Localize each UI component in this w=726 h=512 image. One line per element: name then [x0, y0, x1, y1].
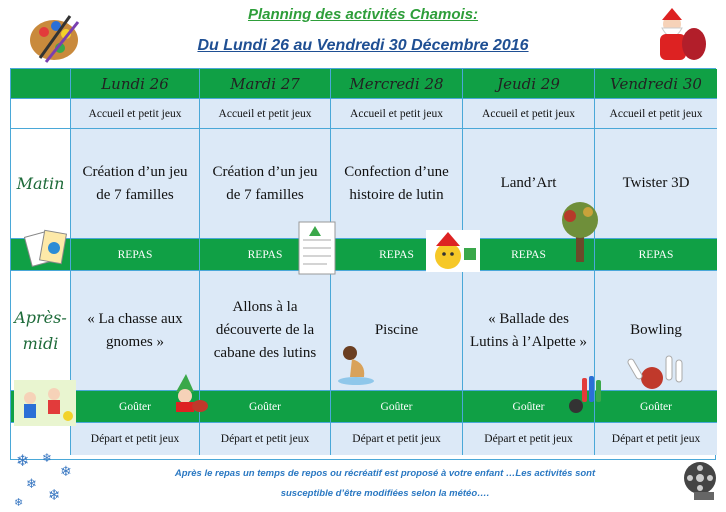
story-sheet-icon: [297, 220, 337, 276]
bowling-pins-icon: [566, 372, 606, 414]
repas-cell: REPAS: [595, 239, 717, 271]
day-header-lundi: Lundi 26: [71, 69, 200, 99]
gouter-cell: Goûter: [200, 391, 331, 423]
matin-activity: Création d’un jeu de 7 familles: [71, 129, 200, 239]
apres-midi-activity: Bowling: [595, 271, 717, 391]
matin-activity: Création d’un jeu de 7 familles: [200, 129, 331, 239]
svg-text:❄: ❄: [42, 451, 53, 465]
matin-activity: Twister 3D: [595, 129, 717, 239]
film-reel-icon: [680, 458, 720, 508]
apres-midi-activity: Allons à la découverte de la cabane des lutins: [200, 271, 331, 391]
footer-note-line2: susceptible d’être modifiées selon la météo….: [280, 488, 490, 499]
page-title: Planning des activités Chamois:: [247, 6, 479, 23]
footer-note-line1: Après le repas un temps de repos ou récréatif est proposé à votre enfant …Les activités sont: [174, 468, 596, 479]
swimmer-icon: [336, 343, 378, 387]
palette-icon: [26, 10, 84, 66]
christmas-smiley-icon: [426, 230, 480, 272]
accueil-cell: Accueil et petit jeux: [200, 99, 331, 129]
bowling-strike-icon: [622, 350, 692, 392]
matin-activity: Confection d’une histoire de lutin: [331, 129, 463, 239]
apres-midi-activity: « Ballade des Lutins à l’Alpette »: [463, 271, 595, 391]
depart-cell: Départ et petit jeux: [71, 423, 200, 455]
day-header-mercredi: Mercredi 28: [331, 69, 463, 99]
svg-text:❄: ❄: [26, 477, 37, 492]
tree-landart-icon: [556, 198, 604, 264]
day-header-mardi: Mardi 27: [200, 69, 331, 99]
accueil-cell: Accueil et petit jeux: [595, 99, 717, 129]
matin-label: Matin: [11, 129, 71, 239]
gouter-cell: Goûter: [595, 391, 717, 423]
matin-activity: Land’Art: [463, 129, 595, 239]
snowflakes-icon: [12, 448, 82, 508]
gnome-icon: [166, 372, 210, 414]
svg-text:❄: ❄: [60, 464, 72, 480]
gouter-cell: Goûter: [463, 391, 595, 423]
accueil-cell: Accueil et petit jeux: [71, 99, 200, 129]
svg-text:❄: ❄: [48, 486, 61, 504]
apres-midi-activity: « La chasse aux gnomes »: [71, 271, 200, 391]
depart-cell: Départ et petit jeux: [331, 423, 463, 455]
page-subtitle: Du Lundi 26 au Vendredi 30 Décembre 2016: [197, 37, 529, 54]
accueil-label: [11, 99, 71, 129]
repas-cell: REPAS: [71, 239, 200, 271]
accueil-cell: Accueil et petit jeux: [463, 99, 595, 129]
santa-icon: [650, 6, 708, 66]
apres-midi-label: Après-midi: [11, 271, 71, 391]
depart-cell: Départ et petit jeux: [463, 423, 595, 455]
repas-cell: REPAS: [463, 239, 595, 271]
gouter-cell: Goûter: [71, 391, 200, 423]
repas-cell: REPAS: [331, 239, 463, 271]
day-header-vendredi: Vendredi 30: [595, 69, 717, 99]
corner-cell: [11, 69, 71, 99]
apres-midi-activity: Piscine: [331, 271, 463, 391]
depart-cell: Départ et petit jeux: [200, 423, 331, 455]
cards-game-icon: [24, 226, 76, 272]
depart-cell: Départ et petit jeux: [595, 423, 717, 455]
accueil-cell: Accueil et petit jeux: [331, 99, 463, 129]
svg-text:❄: ❄: [14, 496, 24, 508]
repas-cell: REPAS: [200, 239, 331, 271]
gouter-cell: Goûter: [331, 391, 463, 423]
kids-playing-icon: [14, 380, 76, 426]
svg-text:❄: ❄: [16, 451, 30, 470]
day-header-jeudi: Jeudi 29: [463, 69, 595, 99]
planning-table: [10, 68, 716, 460]
